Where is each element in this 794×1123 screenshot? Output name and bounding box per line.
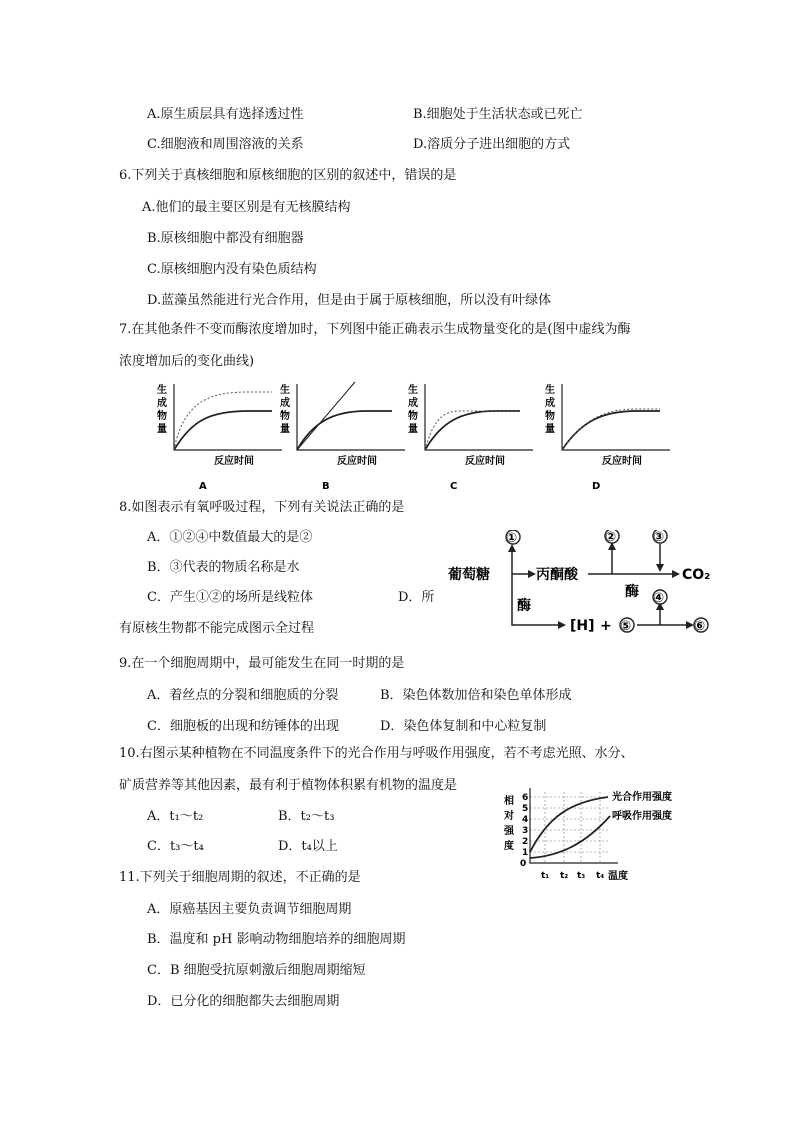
- q8-option-b: B．③代表的物质名称是水: [147, 560, 300, 575]
- q7-a-panel: A: [199, 481, 207, 492]
- q10-ytick-2: 2: [522, 837, 529, 847]
- q7-b-ylabel-1: 生: [280, 385, 290, 396]
- q5-option-d: D.溶质分子进出细胞的方式: [413, 137, 571, 152]
- label-n6: ⑥: [694, 619, 706, 634]
- label-n5: ⑤: [620, 619, 632, 634]
- q7-a-ylabel-3: 物: [157, 411, 167, 422]
- q7-a-xlabel: 反应时间: [214, 456, 254, 467]
- q8-option-d-part2: 有原核生物都不能完成图示全过程: [119, 621, 315, 636]
- label-n1: ①: [506, 531, 518, 546]
- q7-stem-line2: 浓度增加后的变化曲线): [119, 354, 255, 369]
- q9-option-a: A．着丝点的分裂和细胞质的分裂: [147, 688, 339, 703]
- q11-stem: 11.下列关于细胞周期的叙述，不正确的是: [119, 870, 361, 885]
- q7-graph-b: [280, 382, 405, 492]
- q7-b-ylabel-3: 物: [280, 411, 290, 422]
- glucose-label: 葡萄糖: [448, 567, 490, 583]
- q8-stem: 8.如图表示有氧呼吸过程，下列有关说法正确的是: [119, 500, 405, 515]
- q8-respiration-diagram: [440, 530, 720, 645]
- q7-a-ylabel-4: 量: [157, 424, 167, 435]
- q10-ytick-4: 4: [522, 815, 529, 825]
- q10-option-a: A．t₁～t₂: [147, 809, 204, 824]
- co2-label: CO₂: [682, 567, 711, 583]
- q7-c-panel: C: [450, 481, 458, 492]
- q7-stem-line1: 7.在其他条件不变而酶浓度增加时，下列图中能正确表示生成物量变化的是(图中虚线为酶: [119, 322, 631, 337]
- q6-stem: 6.下列关于真核细胞和原核细胞的区别的叙述中，错误的是: [119, 168, 457, 183]
- q10-stem-line2: 矿质营养等其他因素，最有利于植物体积累有机物的温度是: [119, 778, 458, 793]
- q7-c-ylabel-2: 成: [408, 398, 418, 409]
- q7-d-ylabel-3: 物: [545, 411, 555, 422]
- q7-d-ylabel-2: 成: [545, 398, 555, 409]
- q7-graph-d: [545, 383, 670, 492]
- q7-b-panel: B: [322, 481, 330, 492]
- q6-option-a: A.他们的最主要区别是有无核膜结构: [142, 200, 351, 215]
- q8-option-d-part1: D．所: [398, 590, 435, 605]
- q10-option-c: C．t₃～t₄: [147, 839, 204, 854]
- q5-option-a: A.原生质层具有选择透过性: [147, 107, 304, 122]
- q7-c-ylabel-3: 物: [408, 411, 418, 422]
- q7-d-xlabel: 反应时间: [602, 456, 642, 467]
- q6-option-c: C.原核细胞内没有染色质结构: [147, 262, 317, 277]
- q10-xtick-t1: t₁: [541, 871, 550, 881]
- q11-option-c: C．B 细胞受抗原刺激后细胞周期缩短: [147, 963, 366, 978]
- q6-option-d: D.蓝藻虽然能进行光合作用，但是由于属于原核细胞，所以没有叶绿体: [147, 293, 552, 308]
- q10-xtick-t4: t₄: [596, 871, 605, 881]
- q7-graph-a: [157, 383, 282, 492]
- q10-ylabel-1: 相: [504, 796, 514, 807]
- q10-option-b: B．t₂～t₃: [278, 809, 335, 824]
- q9-option-b: B．染色体数加倍和染色单体形成: [380, 688, 572, 703]
- q9-stem: 9.在一个细胞周期中，最可能发生在同一时期的是: [119, 656, 405, 671]
- q11-option-a: A．原癌基因主要负责调节细胞周期: [147, 902, 352, 917]
- q10-xtick-t3: t₃: [577, 871, 586, 881]
- q10-chart: [500, 782, 700, 887]
- q9-option-c: C．细胞板的出现和纺锤体的出现: [147, 719, 339, 734]
- q11-option-b: B．温度和 pH 影响动物细胞培养的细胞周期: [147, 932, 406, 947]
- q7-graph-c: [408, 383, 533, 492]
- q7-b-ylabel-2: 成: [280, 398, 290, 409]
- q7-b-xlabel: 反应时间: [337, 456, 377, 467]
- q10-ytick-3: 3: [522, 826, 529, 836]
- q9-option-d: D．染色体复制和中心粒复制: [380, 719, 547, 734]
- q7-c-ylabel-4: 量: [408, 424, 418, 435]
- q5-option-c: C.细胞液和周围溶液的关系: [147, 137, 304, 152]
- q10-ytick-6: 6: [522, 793, 529, 803]
- q10-legend-resp: 呼吸作用强度: [612, 811, 672, 822]
- q7-d-ylabel-4: 量: [545, 424, 555, 435]
- q7-c-ylabel-1: 生: [408, 385, 418, 396]
- label-n4: ④: [653, 591, 665, 606]
- q8-option-a: A．①②④中数值最大的是②: [147, 530, 313, 545]
- plus-label: +: [600, 618, 612, 634]
- q11-option-d: D．已分化的细胞都失去细胞周期: [147, 994, 340, 1009]
- enzyme-label-1: 酶: [517, 598, 531, 614]
- q7-a-ylabel-2: 成: [157, 398, 167, 409]
- q7-d-panel: D: [592, 481, 601, 492]
- q10-ytick-5: 5: [522, 804, 529, 814]
- q10-ylabel-4: 度: [504, 841, 514, 852]
- pyruvate-label: 丙酮酸: [536, 567, 578, 583]
- q10-stem-line1: 10.右图示某种植物在不同温度条件下的光合作用与呼吸作用强度，若不考虑光照、水分、: [119, 746, 634, 761]
- q10-ylabel-3: 强: [504, 826, 514, 837]
- q7-c-xlabel: 反应时间: [465, 456, 505, 467]
- q7-d-ylabel-1: 生: [545, 385, 555, 396]
- q7-graphs: [140, 378, 680, 493]
- q8-option-c: C．产生①②的场所是线粒体: [147, 590, 313, 605]
- q10-ytick-0: 0: [520, 859, 527, 869]
- q6-option-b: B.原核细胞中都没有细胞器: [147, 231, 304, 246]
- q10-xtick-t2: t₂: [560, 871, 569, 881]
- q5-option-b: B.细胞处于生活状态或已死亡: [413, 107, 583, 122]
- q10-option-d: D．t₄以上: [278, 839, 338, 854]
- label-n2: ②: [605, 530, 617, 545]
- q10-legend-photo: 光合作用强度: [612, 792, 672, 803]
- q7-a-ylabel-1: 生: [157, 385, 167, 396]
- label-n3: ③: [653, 530, 665, 545]
- q10-ytick-1: 1: [522, 848, 529, 858]
- q7-b-ylabel-4: 量: [280, 424, 290, 435]
- q10-ylabel-2: 对: [504, 811, 514, 822]
- h-label: [H]: [570, 618, 595, 634]
- enzyme-label-2: 酶: [625, 584, 639, 600]
- q10-x-unit: 温度: [608, 871, 628, 882]
